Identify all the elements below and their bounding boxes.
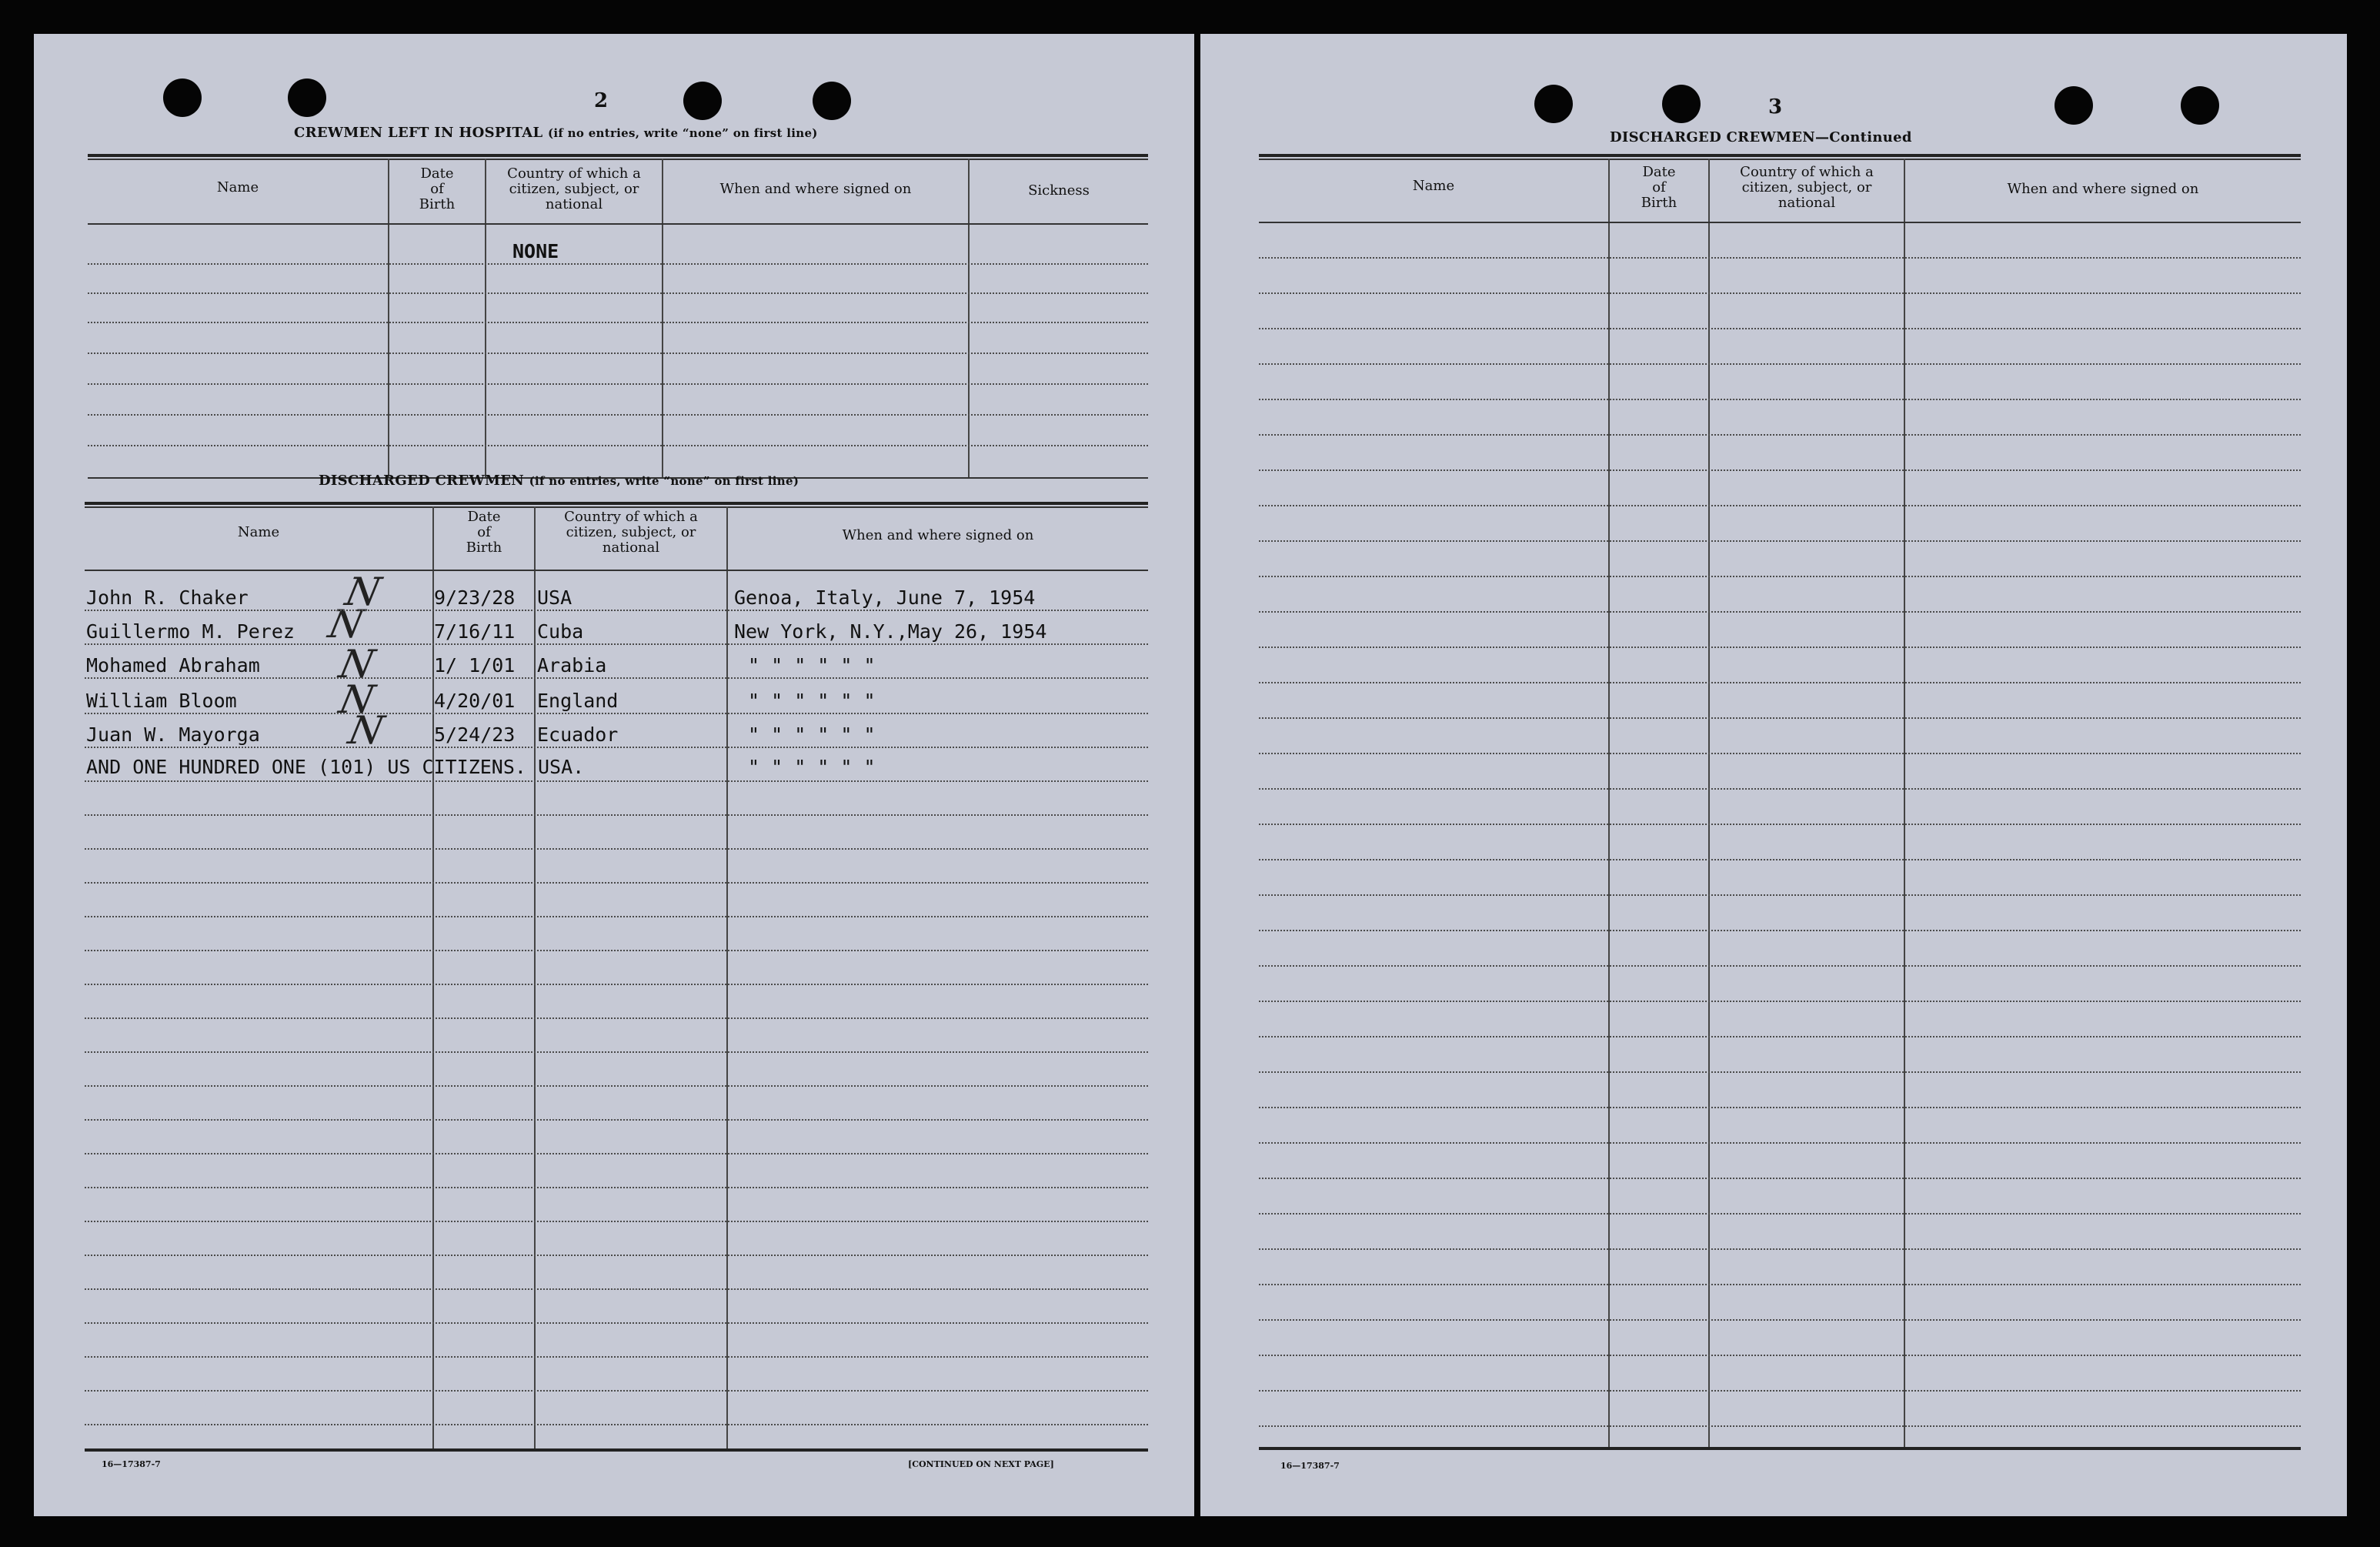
column-divider bbox=[968, 159, 970, 479]
form-page-right bbox=[1200, 34, 2347, 1516]
header-country-line: Country of which a bbox=[507, 165, 641, 182]
page-number: 3 bbox=[1768, 95, 1783, 119]
column-divider bbox=[1608, 159, 1610, 1447]
rule bbox=[1259, 1447, 2301, 1450]
header-dob-line: Date bbox=[467, 509, 501, 525]
rule bbox=[88, 223, 1148, 225]
entry-line bbox=[1259, 434, 2301, 436]
header-name: Name bbox=[1412, 178, 1455, 194]
crewman-signed-on: " " " " " " bbox=[748, 690, 876, 712]
punch-hole bbox=[683, 82, 722, 120]
hospital-section-title bbox=[294, 125, 818, 141]
header-dob-line: Birth bbox=[419, 196, 456, 212]
header-dob-line: Date bbox=[1642, 164, 1676, 180]
discharged-section-title bbox=[319, 473, 799, 489]
punch-hole bbox=[1662, 85, 1701, 123]
rule bbox=[1259, 222, 2301, 223]
form-number: 16—17387-7 bbox=[1280, 1461, 1340, 1471]
header-country-line: national bbox=[545, 196, 603, 212]
entry-line bbox=[85, 848, 1148, 850]
entry-line bbox=[85, 1153, 1148, 1154]
rule bbox=[85, 506, 1148, 508]
entry-line bbox=[85, 1288, 1148, 1290]
entry-line bbox=[85, 984, 1148, 985]
header-country-line: citizen, subject, or bbox=[1741, 179, 1872, 195]
hospital-entry: NONE bbox=[512, 240, 559, 262]
entry-line bbox=[1259, 399, 2301, 400]
punch-hole bbox=[2055, 86, 2093, 125]
entry-line bbox=[88, 445, 1148, 446]
header-signed-on: When and where signed on bbox=[842, 527, 1034, 543]
crewman-dob: 5/24/23 bbox=[434, 723, 516, 746]
crewman-name: William Bloom bbox=[86, 690, 237, 712]
crewman-dob: 1/ 1/01 bbox=[434, 654, 516, 677]
entry-line bbox=[1259, 1425, 2301, 1427]
entry-line bbox=[85, 950, 1148, 951]
entry-line bbox=[1259, 1178, 2301, 1179]
rule bbox=[85, 570, 1148, 571]
check-mark: N bbox=[335, 677, 379, 722]
entry-line bbox=[85, 1119, 1148, 1121]
entry-line bbox=[1259, 1248, 2301, 1250]
page-number: 2 bbox=[594, 89, 609, 112]
entry-line bbox=[85, 1356, 1148, 1358]
header-country-line: national bbox=[602, 540, 660, 556]
entry-line bbox=[1259, 328, 2301, 329]
column-divider bbox=[1904, 159, 1905, 1447]
entry-line bbox=[1259, 1213, 2301, 1215]
entry-line bbox=[1259, 1355, 2301, 1356]
entry-line bbox=[88, 353, 1148, 354]
rule bbox=[88, 154, 1148, 157]
entry-line bbox=[1259, 717, 2301, 719]
entry-line bbox=[85, 1255, 1148, 1256]
rule bbox=[1259, 154, 2301, 157]
entry-line bbox=[85, 1187, 1148, 1188]
crewman-name: Juan W. Mayorga bbox=[86, 723, 260, 746]
crewman-country: Ecuador bbox=[537, 723, 619, 746]
discharged-instruction: (if no entries, write “none” on first line) bbox=[529, 474, 799, 488]
column-divider bbox=[1708, 159, 1710, 1447]
crewman-name: John R. Chaker bbox=[86, 586, 249, 609]
entry-line bbox=[1259, 1319, 2301, 1321]
entry-line bbox=[1259, 576, 2301, 577]
rule bbox=[88, 159, 1148, 160]
punch-hole bbox=[163, 79, 202, 117]
column-divider bbox=[534, 506, 536, 1448]
header-sickness: Sickness bbox=[1028, 182, 1090, 199]
continued-note: [CONTINUED ON NEXT PAGE] bbox=[908, 1459, 1054, 1469]
punch-hole bbox=[288, 79, 326, 117]
entry-line bbox=[85, 1051, 1148, 1053]
entry-line bbox=[1259, 1390, 2301, 1392]
crewman-name: Guillermo M. Perez bbox=[86, 620, 295, 643]
entry-line bbox=[1259, 1071, 2301, 1073]
check-mark: N bbox=[344, 708, 388, 753]
header-dob-line: Birth bbox=[1641, 195, 1677, 211]
header-country-line: Country of which a bbox=[1740, 164, 1874, 180]
entry-line bbox=[1259, 292, 2301, 294]
entry-line bbox=[85, 677, 1148, 679]
header-dob-line: of bbox=[1652, 179, 1666, 195]
crewman-country: USA bbox=[537, 586, 572, 609]
crewman-dob: 4/20/01 bbox=[434, 690, 516, 712]
hospital-title-text: CREWMEN LEFT IN HOSPITAL bbox=[294, 125, 543, 141]
header-country bbox=[486, 166, 662, 212]
rule bbox=[85, 502, 1148, 505]
continued-section-title: DISCHARGED CREWMEN—Continued bbox=[1610, 129, 1912, 145]
header-dob-line: Date bbox=[420, 165, 454, 182]
header-dob bbox=[1610, 165, 1708, 211]
entry-line bbox=[1259, 647, 2301, 648]
crewman-signed-on: " " " " " " bbox=[748, 654, 876, 677]
entry-line bbox=[85, 1390, 1148, 1392]
header-dob bbox=[434, 510, 534, 556]
summary-line: AND ONE HUNDRED ONE (101) US CITIZENS. USA. bbox=[86, 756, 585, 778]
crewman-signed-on: Genoa, Italy, June 7, 1954 bbox=[734, 586, 1036, 609]
entry-line bbox=[1259, 1001, 2301, 1002]
crewman-signed-on: " " " " " " bbox=[748, 723, 876, 746]
entry-line bbox=[1259, 753, 2301, 754]
check-mark: N bbox=[341, 570, 385, 614]
header-country-line: citizen, subject, or bbox=[566, 524, 696, 540]
rule bbox=[1259, 159, 2301, 160]
header-country-line: national bbox=[1777, 195, 1836, 211]
entry-line bbox=[1259, 469, 2301, 471]
entry-line bbox=[85, 1424, 1148, 1425]
entry-line bbox=[88, 414, 1148, 416]
header-dob-line: Birth bbox=[466, 540, 502, 556]
entry-line bbox=[88, 383, 1148, 385]
entry-line bbox=[88, 292, 1148, 294]
entry-line bbox=[1259, 894, 2301, 896]
crewman-name: Mohamed Abraham bbox=[86, 654, 260, 677]
entry-line bbox=[1259, 1107, 2301, 1108]
column-divider bbox=[726, 506, 728, 1448]
hospital-instruction: (if no entries, write “none” on first line) bbox=[548, 126, 818, 140]
header-country bbox=[536, 510, 726, 556]
header-dob bbox=[389, 166, 485, 212]
column-divider bbox=[432, 506, 434, 1448]
header-name: Name bbox=[237, 524, 280, 540]
entry-line bbox=[1259, 505, 2301, 506]
entry-line bbox=[85, 814, 1148, 816]
entry-line bbox=[85, 643, 1148, 645]
header-country-line: citizen, subject, or bbox=[509, 181, 639, 197]
crewman-country: England bbox=[537, 690, 619, 712]
crewman-country: Cuba bbox=[537, 620, 584, 643]
header-signed-on: When and where signed on bbox=[719, 181, 912, 197]
entry-line bbox=[85, 713, 1148, 714]
header-dob-line: of bbox=[477, 524, 491, 540]
crewman-dob: 7/16/11 bbox=[434, 620, 516, 643]
entry-line bbox=[1259, 859, 2301, 860]
entry-line bbox=[85, 780, 1148, 782]
entry-line bbox=[1259, 1284, 2301, 1285]
entry-line bbox=[85, 747, 1148, 748]
punch-hole bbox=[1534, 85, 1573, 123]
crewman-country: Arabia bbox=[537, 654, 607, 677]
check-mark: N bbox=[335, 642, 379, 687]
entry-line bbox=[85, 1221, 1148, 1222]
entry-line bbox=[1259, 611, 2301, 613]
summary-signed-on: " " " " " " bbox=[748, 756, 876, 778]
entry-line bbox=[1259, 540, 2301, 542]
entry-line bbox=[1259, 682, 2301, 683]
entry-line bbox=[85, 1322, 1148, 1324]
entry-line bbox=[85, 916, 1148, 917]
header-name: Name bbox=[216, 179, 259, 195]
entry-line bbox=[1259, 257, 2301, 259]
entry-line bbox=[1259, 363, 2301, 365]
entry-line bbox=[1259, 1036, 2301, 1037]
discharged-title-text: DISCHARGED CREWMEN bbox=[319, 473, 524, 489]
column-divider bbox=[662, 159, 663, 479]
form-number: 16—17387-7 bbox=[102, 1459, 161, 1469]
entry-line bbox=[85, 1085, 1148, 1087]
punch-hole bbox=[2181, 86, 2219, 125]
crewman-signed-on: New York, N.Y.,May 26, 1954 bbox=[734, 620, 1047, 643]
entry-line bbox=[1259, 788, 2301, 790]
header-country-line: Country of which a bbox=[564, 509, 698, 525]
header-country bbox=[1710, 165, 1904, 211]
header-dob-line: of bbox=[430, 181, 444, 197]
entry-line bbox=[1259, 824, 2301, 825]
form-page-left bbox=[34, 34, 1194, 1516]
entry-line bbox=[1259, 930, 2301, 931]
entry-line bbox=[88, 322, 1148, 323]
entry-line bbox=[1259, 1142, 2301, 1144]
punch-hole bbox=[813, 82, 851, 120]
entry-line bbox=[1259, 965, 2301, 967]
crewman-dob: 9/23/28 bbox=[434, 586, 516, 609]
entry-line bbox=[85, 610, 1148, 611]
check-mark: N bbox=[324, 602, 368, 647]
rule bbox=[85, 1448, 1148, 1452]
entry-line bbox=[85, 1017, 1148, 1019]
entry-line bbox=[85, 882, 1148, 884]
header-signed-on: When and where signed on bbox=[2007, 181, 2199, 197]
entry-line bbox=[88, 263, 1148, 265]
